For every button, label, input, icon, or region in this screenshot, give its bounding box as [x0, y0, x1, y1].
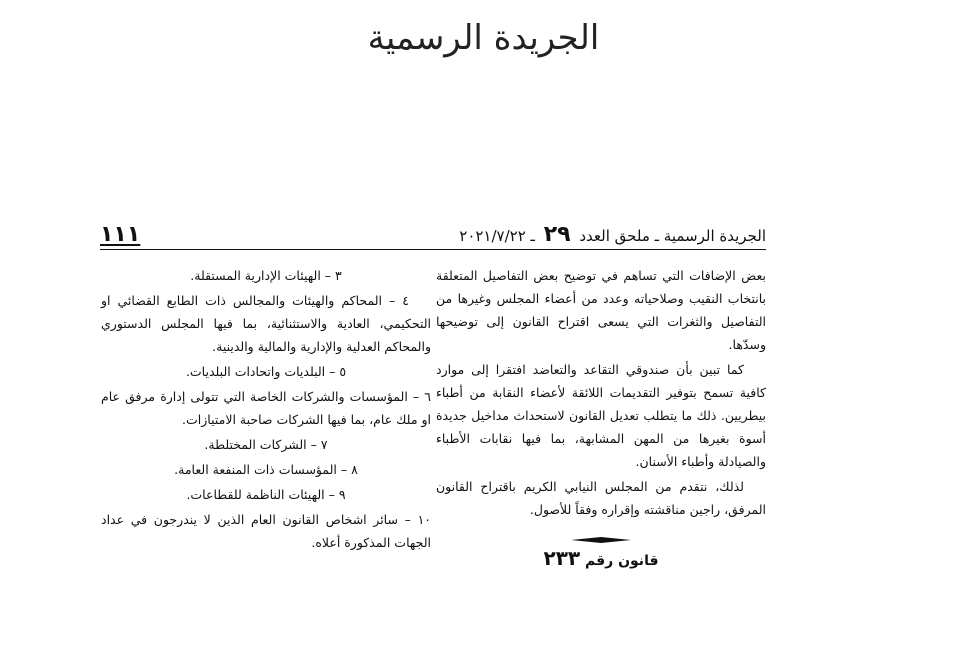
list-item: ٦ – المؤسسات والشركات الخاصة التي تتولى إدارة مرفق عام او ملك عام، بما فيها الشركات صاحبة الامتيازات.	[101, 389, 431, 427]
paragraph: كما تبين بأن صندوقي التقاعد والتعاضد افتقرا إلى موارد كافية تسمح بتوفير التقديمات اللائقة لأعضاء النقابة من أطباء بيطريين. ذلك ما يتطلب تعديل القانون لاستحداث مداخيل جديدة أسوة بغيرها من المهن المشابهة، بما فيها نقابات الأطباء والصيادلة وأطباء الأسنان.	[436, 362, 766, 469]
law-number: ٢٣٣	[543, 546, 581, 570]
list-item: ٨ – المؤسسات ذات المنفعة العامة.	[174, 462, 358, 477]
left-column	[101, 264, 431, 556]
paragraph: بعض الإضافات التي تساهم في توضيح بعض التفاصيل المتعلقة بانتخاب النقيب وصلاحياته وعدد من أعضاء المجلس وغيرها من التفاصيل والثغرات التي يسعى اقتراح القانون إلى توضيحها وسدّها.	[436, 268, 766, 352]
header-date: ـ ٢٠٢١/٧/٢٢	[459, 227, 535, 245]
law-label: قانون رقم	[585, 553, 659, 569]
page-number: ١١١	[100, 222, 141, 247]
list-item: ٧ – الشركات المختلطة.	[204, 437, 328, 452]
list-item: ٩ – الهيئات الناظمة للقطاعات.	[186, 487, 346, 502]
list-item: ٥ – البلديات واتحادات البلديات.	[185, 364, 347, 379]
list-item: ٤ – المحاكم والهيئات والمجالس ذات الطابع القضائي او التحكيمي، العادية والاستثنائية، بما فيها المجلس الدستوري والمحاكم العدلية والإدارية والمالية والدينية.	[101, 293, 431, 354]
header-text	[459, 222, 766, 247]
list-item: ٣ – الهيئات الإدارية المستقلة.	[190, 268, 342, 283]
section-divider	[571, 537, 631, 543]
law-heading	[436, 547, 766, 573]
list-item: ١٠ – سائر اشخاص القانون العام الذين لا يندرجون في عداد الجهات المذكورة أعلاه.	[101, 512, 431, 550]
header-prefix: الجريدة الرسمية ـ ملحق العدد	[579, 227, 766, 245]
masthead-title: الجريدة الرسمية	[367, 18, 600, 58]
paragraph: لذلك، نتقدم من المجلس النيابي الكريم باقتراح القانون المرفق، راجين مناقشته وإقراره وفقاً للأصول.	[436, 479, 766, 517]
issue-number: ٢٩	[543, 222, 571, 247]
running-header	[100, 222, 766, 247]
right-column	[436, 264, 766, 573]
header-rule	[100, 249, 766, 250]
